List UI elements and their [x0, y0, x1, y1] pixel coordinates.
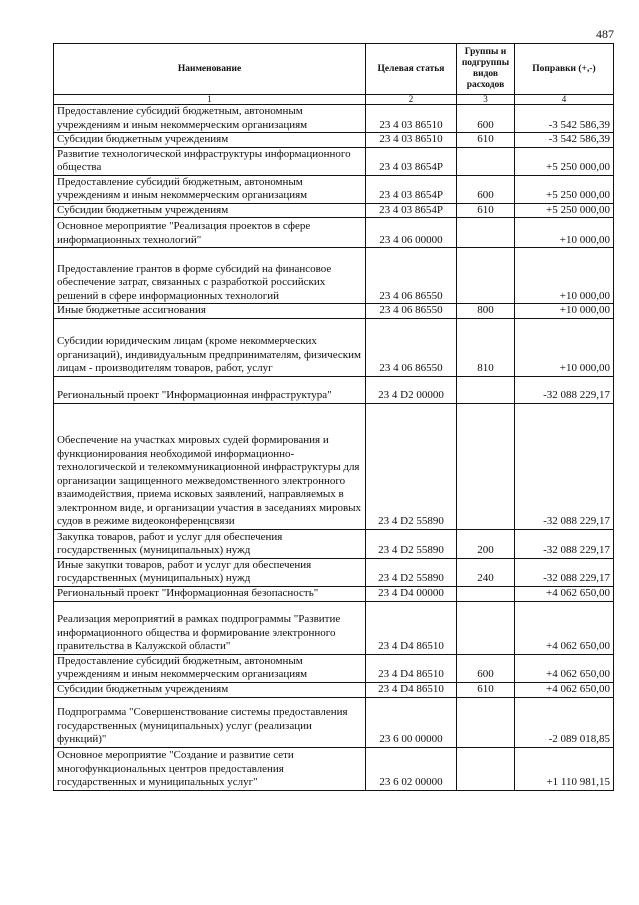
- row-code: 23 6 00 00000: [366, 697, 457, 747]
- row-name: Предоставление субсидий бюджетным, автономным учреждениям и иным некоммерческим организациям: [54, 105, 366, 133]
- row-name: Предоставление субсидий бюджетным, автономным учреждениям и иным некоммерческим организациям: [54, 654, 366, 682]
- row-amount: -3 542 586,39: [515, 105, 614, 133]
- row-group: 610: [457, 203, 515, 218]
- row-code: 23 4 03 8654P: [366, 147, 457, 175]
- row-code: 23 4 D2 55890: [366, 403, 457, 529]
- header-group: Группы и подгруппы видов расходов: [457, 44, 515, 95]
- row-code: 23 4 03 86510: [366, 133, 457, 148]
- row-amount: -32 088 229,17: [515, 558, 614, 586]
- header-name: Наименование: [54, 44, 366, 95]
- row-name: Основное мероприятие "Создание и развитие сети многофункциональных центров предоставления государственных и муниципальных услуг": [54, 747, 366, 790]
- header-row: [54, 44, 614, 95]
- row-name: Иные закупки товаров, работ и услуг для обеспечения государственных (муниципальных) нужд: [54, 558, 366, 586]
- row-code: 23 4 D2 00000: [366, 376, 457, 403]
- table-row: [54, 697, 614, 747]
- row-name: Субсидии бюджетным учреждениям: [54, 133, 366, 148]
- row-amount: +1 110 981,15: [515, 747, 614, 790]
- row-code: 23 6 02 00000: [366, 747, 457, 790]
- row-name: Развитие технологической инфраструктуры информационного общества: [54, 147, 366, 175]
- row-code: 23 4 03 8654P: [366, 175, 457, 203]
- row-code: 23 4 D2 55890: [366, 529, 457, 558]
- row-amount: +10 000,00: [515, 318, 614, 376]
- col-number: 2: [366, 95, 457, 105]
- row-group: [457, 601, 515, 654]
- row-code: 23 4 D4 86510: [366, 654, 457, 682]
- row-amount: +4 062 650,00: [515, 682, 614, 697]
- row-name: Субсидии бюджетным учреждениям: [54, 203, 366, 218]
- table-row: [54, 529, 614, 558]
- row-amount: +4 062 650,00: [515, 586, 614, 601]
- row-group: 610: [457, 133, 515, 148]
- row-name: Подпрограмма "Совершенствование системы предоставления государственных (муниципальных) услуг (реализации функций)": [54, 697, 366, 747]
- row-group: 810: [457, 318, 515, 376]
- row-name: Региональный проект "Информационная инфраструктура": [54, 376, 366, 403]
- row-code: 23 4 06 00000: [366, 218, 457, 248]
- table-row: [54, 175, 614, 203]
- table-row: [54, 682, 614, 697]
- table-row: [54, 105, 614, 133]
- table-row: [54, 304, 614, 319]
- row-amount: +4 062 650,00: [515, 654, 614, 682]
- row-code: 23 4 D4 00000: [366, 586, 457, 601]
- budget-amendments-table: [53, 43, 614, 791]
- row-code: 23 4 D4 86510: [366, 682, 457, 697]
- table-row: [54, 218, 614, 248]
- row-group: 200: [457, 529, 515, 558]
- row-group: 600: [457, 654, 515, 682]
- table-row: [54, 147, 614, 175]
- col-number: 4: [515, 95, 614, 105]
- column-number-row: [54, 95, 614, 105]
- row-name: Предоставление грантов в форме субсидий на финансовое обеспечение затрат, связанных с разработкой российских решений в сфере информационных технологий: [54, 248, 366, 304]
- row-amount: -32 088 229,17: [515, 529, 614, 558]
- col-number: 3: [457, 95, 515, 105]
- row-amount: +10 000,00: [515, 218, 614, 248]
- table-row: [54, 654, 614, 682]
- row-group: 800: [457, 304, 515, 319]
- row-group: [457, 218, 515, 248]
- row-group: [457, 248, 515, 304]
- row-amount: +10 000,00: [515, 248, 614, 304]
- row-amount: +4 062 650,00: [515, 601, 614, 654]
- row-name: Обеспечение на участках мировых судей формирования и функционирования необходимой информационно-технологической и телекоммуникационной инфраструктуры для организации защищенного межведомственного электронного взаимодействия, приема исковых заявлений, направляемых в электронном виде, и организации участия в заседаниях мировых судов в режиме видеоконференцсвязи: [54, 403, 366, 529]
- row-group: [457, 147, 515, 175]
- row-code: 23 4 06 86550: [366, 304, 457, 319]
- row-name: Закупка товаров, работ и услуг для обеспечения государственных (муниципальных) нужд: [54, 529, 366, 558]
- row-name: Основное мероприятие "Реализация проектов в сфере информационных технологий": [54, 218, 366, 248]
- row-amount: -32 088 229,17: [515, 403, 614, 529]
- header-amendment: Поправки (+,-): [515, 44, 614, 95]
- row-name: Региональный проект "Информационная безопасность": [54, 586, 366, 601]
- row-amount: -2 089 018,85: [515, 697, 614, 747]
- row-amount: +10 000,00: [515, 304, 614, 319]
- table-row: [54, 318, 614, 376]
- table-row: [54, 586, 614, 601]
- row-group: 610: [457, 682, 515, 697]
- page-number: 487: [596, 27, 614, 41]
- table-row: [54, 558, 614, 586]
- row-name: Предоставление субсидий бюджетным, автономным учреждениям и иным некоммерческим организациям: [54, 175, 366, 203]
- col-number: 1: [54, 95, 366, 105]
- row-amount: +5 250 000,00: [515, 147, 614, 175]
- row-amount: +5 250 000,00: [515, 175, 614, 203]
- table-row: [54, 248, 614, 304]
- row-code: 23 4 03 86510: [366, 105, 457, 133]
- row-code: 23 4 06 86550: [366, 248, 457, 304]
- row-code: 23 4 D4 86510: [366, 601, 457, 654]
- row-group: 600: [457, 105, 515, 133]
- table-row: [54, 376, 614, 403]
- row-group: [457, 747, 515, 790]
- table-row: [54, 133, 614, 148]
- row-name: Иные бюджетные ассигнования: [54, 304, 366, 319]
- row-group: [457, 403, 515, 529]
- header-target: Целевая статья: [366, 44, 457, 95]
- table-row: [54, 203, 614, 218]
- row-code: 23 4 03 8654P: [366, 203, 457, 218]
- row-amount: +5 250 000,00: [515, 203, 614, 218]
- row-group: [457, 697, 515, 747]
- row-group: 240: [457, 558, 515, 586]
- table-row: [54, 601, 614, 654]
- row-group: 600: [457, 175, 515, 203]
- row-group: [457, 586, 515, 601]
- row-name: Реализация мероприятий в рамках подпрограммы "Развитие информационного общества и формирование электронного правительства в Калужской области": [54, 601, 366, 654]
- row-amount: -32 088 229,17: [515, 376, 614, 403]
- row-amount: -3 542 586,39: [515, 133, 614, 148]
- row-name: Субсидии бюджетным учреждениям: [54, 682, 366, 697]
- row-code: 23 4 06 86550: [366, 318, 457, 376]
- row-code: 23 4 D2 55890: [366, 558, 457, 586]
- table-row: [54, 403, 614, 529]
- row-group: [457, 376, 515, 403]
- row-name: Субсидии юридическим лицам (кроме некоммерческих организаций), индивидуальным предпринимателям, физическим лицам - производителям товаров, работ, услуг: [54, 318, 366, 376]
- table-row: [54, 747, 614, 790]
